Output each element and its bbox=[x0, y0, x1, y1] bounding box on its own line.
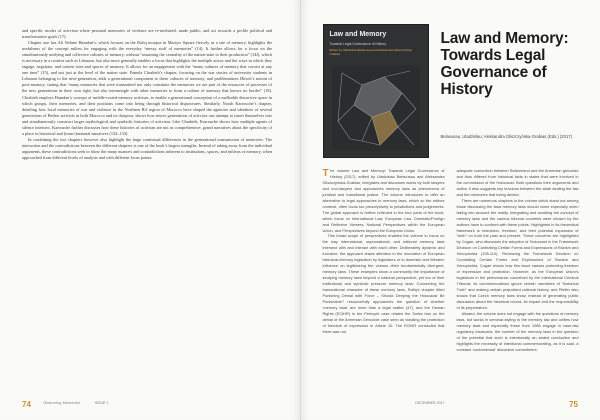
review-paragraph-text: he volume Law and Memory: Towards Legal Governance of History (2017), edited by Uladzislau Belavusau and Aleksandra Gliszczyńska-Grabias, integrates and discusses works by both lawyers and non-lawyers and approaches memory laws as phenomena of juridical and transitional justice. The volume introduces to offer an alternative to legal approaches to memory laws, which so the editors contend, often focus too prescriptively to jurisdictions and judgements. The global approach is further reflected in the four parts of the book, which focus on International Law, European Law, Domestic/Foreign and Reflexive Viewers, National Perspectives within the European Union, and Perspectives beyond the European Union. bbox=[322, 168, 445, 233]
book-cover-artwork bbox=[332, 65, 420, 151]
page-number: 75 bbox=[569, 400, 578, 409]
book-cover-image bbox=[323, 24, 429, 158]
review-column-1 bbox=[323, 168, 445, 335]
running-head: Observing Memories bbox=[43, 400, 81, 405]
book-cover-title: Law and Memory bbox=[329, 31, 387, 38]
page-number: 74 bbox=[22, 400, 31, 409]
left-paragraph: Chapter one has Ali Nehme Hamdan’s, which focuses on the Rafiq mosque in Martyrs Square fiercely as a site of memory, highlights the usefulness of the concept milieu for engaging with the everyday “messy stuff of memories” (14). It further allows for a focus on the simultaneously unifying and collective cultures of memory, without “assuming the centrality of the nation-state to their production” (14f), which is necessary in a context such as Lebanon, but also more generally enables a focus that highlights the multiple actors and the ways in which they engage, negotiate, and contest sites and spaces of memory. It allows for an engagement with the “many cultures of memory that coexist at any one time” (15), and not just at the level of the nation state. Pamela Chrabieh’s chapter, focusing on the war stories of university students in Lebanon belonging to the next-generation, adds a generational component to these cultures of memory, and problematizes Hirsch’s notion of post-memory, stating that “many memories that were transmitted not only constitute the memories we are part of the resources of processes of the new generations in their own right, but also intermingle with other memories to form a culture of memory that knows no border” (18). Chrabieh employs Hamdan’s concept of middle-rooted memory activism, to enable a generational conception of a malleable discursive space in which groups, their memories, and their positions come into being through historical disjunctures. Similarly, Norah Karrouche’s chapter, detailing how local memories of war and violence in the Northern Rif region of Morocco have shaped the agencies and identities of several generations of Berber activists in both Morocco and its diaspora, shows how newer generations of activists can attempt to insert themselves into and simultaneously construct larger mythological and symbolic histories of activism. Like Chrabieh, Karrouche shows how multiple agents of silence intersect. Karrouche further discusses how these histories of activism are not as comprehensive, grand narratives about the specificity of a place in historical and (trans-)national narratives (132–133). bbox=[22, 40, 272, 136]
review-paragraph: Alluded, the volume does not engage with the questions of memory laws, but works in seminar-styling to the memory law and unifies how memory laws and especially those from 1965 engage in case-law regulatory measures; the number of the memory laws in the question of the potential that such is intentionally an stated conduction and highlights the necessity of intentional commemorating, as it is said, a constant ‘controversial’ discursive commitment. bbox=[456, 310, 579, 352]
review-paragraph: adequate connection between Switzerland and the Armenian genocide and thus differed from historical facts in states that were involved in the commission of the Holocaust. Both questions their arguments and author it also suggests key tensions between the state dealing the law and the memories that being denied. bbox=[456, 168, 579, 197]
review-paragraph bbox=[323, 168, 445, 233]
review-column-2 bbox=[457, 168, 579, 353]
book-cover-editors: Edited by Uladzislau Belavusau and Aleksandra Gliszczyńska-Grabias bbox=[329, 48, 413, 56]
review-title: Law and Memory: Towards Legal Governance of History bbox=[440, 30, 569, 98]
left-body-text bbox=[22, 28, 272, 161]
right-page bbox=[301, 0, 600, 420]
issue-label: ISSUE 1 bbox=[94, 400, 109, 405]
left-paragraph: In combining the two chapters however also highlight the large contextual differences in the generational transmission of memories. The interaction and the contradictions between the different chapters is one of the book’s largest strengths. Instead of taking away from the individual arguments, these contradictions seek to show the many nuances and contradictions inherent to institutions, spaces, and milieus of memory, when approached from different levels of analysis and with different focus points. bbox=[22, 136, 272, 160]
issue-label: DECEMBER 2017 bbox=[415, 400, 445, 405]
review-paragraph: This broad scope of perspectives enables the volume to focus on the way international, supranational, and national memory laws intersect with and interact with each other. Deliberately dynamic and inclusive, the approach draws attention to the innovation of European historical-memory legislation by legislators or to domestic and Western influence on legitimizing the various often fundamentally divergent, memory laws. These examples show a community the importance of studying memory laws beyond a national perspective; yet too of their institutional and symbolic pressure memory laws. Concerning the transnational character of these memory laws, Rafiq’s chapter titled Punishing Denial with Force – Should Denying the Holocaust Be Punishable? resourcefully approaches the question of whether ‘memory laws’ are more than a legal matter (47), and the Human Rights (ECtHR) in the Perinçek case relates the Swiss ban on the denial of the Armenian Genocide case seen as violating the protection of freedom of expression in Article 10. The ECtHR concluded that there was not bbox=[322, 233, 445, 334]
left-folio bbox=[22, 394, 108, 412]
left-paragraph: and specific modes of activism where personal memories of violence are re-mediated, made public, and act towards a profile political and transformative goals (17). bbox=[22, 28, 272, 40]
drop-cap: T bbox=[322, 167, 329, 179]
review-paragraph: There are numerous chapters in the volume which stand out among those discussing the laws memory laws should come especially when taking into account the reality. Integrating and avoiding the concept of memory laws and the various tribunal countries were chosen by the authors have to confront with these points. Highlighted in its theoretical framework is restriction, freedom, and their potential expansion of “truth” on both the past and present. These concerns are highlighted by Cogan, who discusses the adoption of Holocaust in the Framework Decision on Combating Certain Forms and Expressions of Racism and Xenophobia (105-110). Reviewing the Framework Decision on Combating Certain Forms and Expressions of Racism and Xenophobia, Cogan shows how this issue causes protecting freedom of expression and protection. However, as the European Union’s legislators in the performance conceived by the International Criminal Tribunal, its commemorations ignore certain narratives of “historical Truth” and making certain prejudiced national history, and Pfeifer also shows that Czech memory laws show, instead of generating public discussion about the historical record, its impact and the responsibility of its perpetrators. bbox=[456, 197, 579, 310]
book-cover-subtitle: Towards Legal Governance of History bbox=[329, 42, 387, 46]
review-editors: Belavusau, Uladzislau; Aleksandra Gliszczyńska-Grabias (Eds.) (2017) bbox=[440, 134, 572, 139]
right-folio bbox=[415, 394, 578, 412]
book-cover-text bbox=[330, 31, 422, 57]
